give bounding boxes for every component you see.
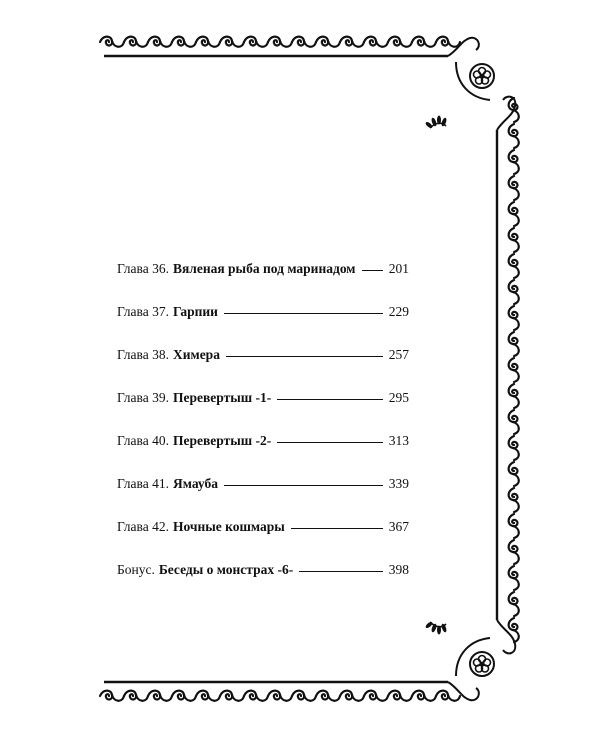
toc-entry[interactable]	[117, 473, 409, 495]
chapter-title: Беседы о монстрах -6-	[158, 562, 294, 578]
chapter-number: Глава 38.	[117, 347, 169, 363]
toc-entry[interactable]	[117, 430, 409, 452]
page-number: 313	[388, 433, 409, 449]
chapter-title: Вяленая рыба под маринадом	[172, 261, 356, 277]
toc-entry[interactable]	[117, 301, 409, 323]
page-number: 295	[388, 390, 409, 406]
chapter-title: Ночные кошмары	[172, 519, 285, 535]
right-border-scroll-icon	[509, 98, 519, 642]
dot-leader	[299, 571, 383, 572]
chapter-number: Глава 40.	[117, 433, 169, 449]
toc-entry[interactable]	[117, 516, 409, 538]
dot-leader	[277, 399, 382, 400]
dot-leader	[277, 442, 382, 443]
chapter-title: Химера	[172, 347, 220, 363]
chapter-title: Перевертыш -2-	[172, 433, 272, 449]
dot-leader	[224, 485, 383, 486]
dot-leader	[224, 313, 383, 314]
page-number: 367	[388, 519, 409, 535]
leaf-spray-icon	[425, 116, 448, 635]
page-number: 339	[388, 476, 409, 492]
toc-entry[interactable]	[117, 258, 409, 280]
dot-leader	[291, 528, 383, 529]
page-number: 398	[388, 562, 409, 578]
chapter-number: Глава 42.	[117, 519, 169, 535]
chapter-title: Перевертыш -1-	[172, 390, 272, 406]
page-number: 257	[388, 347, 409, 363]
page-number: 229	[388, 304, 409, 320]
corner-rosette-icon	[448, 620, 515, 700]
chapter-number: Глава 36.	[117, 261, 169, 277]
dot-leader	[362, 270, 383, 271]
chapter-number: Глава 41.	[117, 476, 169, 492]
corner-rosette-icon	[448, 38, 515, 130]
chapter-number: Глава 39.	[117, 390, 169, 406]
chapter-number: Глава 37.	[117, 304, 169, 320]
toc-entry[interactable]	[117, 559, 409, 581]
toc-entry[interactable]	[117, 387, 409, 409]
toc-entry[interactable]	[117, 344, 409, 366]
chapter-title: Ямауба	[172, 476, 218, 492]
bottom-border-scroll-icon	[100, 691, 460, 701]
chapter-number: Бонус.	[117, 562, 155, 578]
page-number: 201	[388, 261, 409, 277]
top-border-scroll-icon	[100, 37, 460, 47]
chapter-title: Гарпии	[172, 304, 218, 320]
dot-leader	[226, 356, 383, 357]
